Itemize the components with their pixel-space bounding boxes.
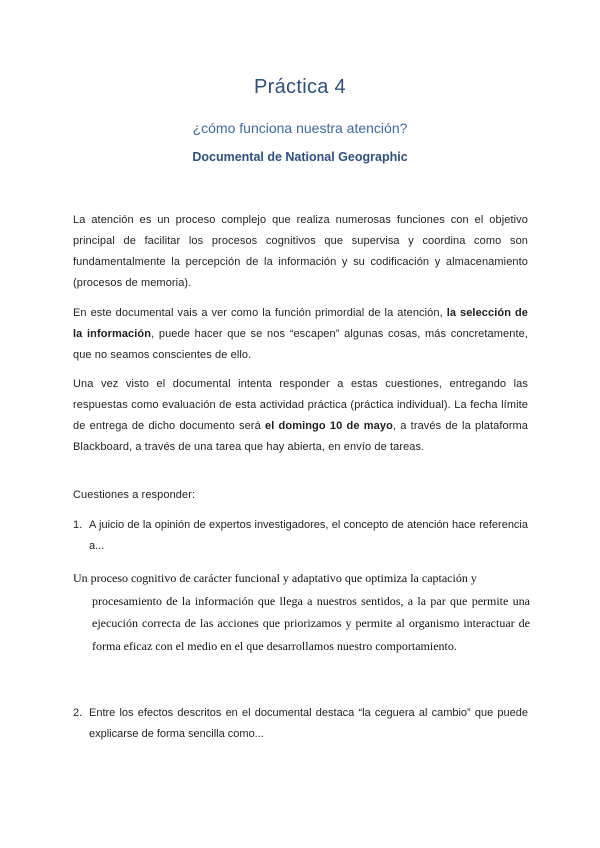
paragraph-documental-text-c: , puede hacer que se nos “escapen” algunas cosas, más concretamente, que no seamos conscientes de ello. — [73, 328, 528, 361]
question-text: A juicio de la opinión de expertos investigadores, el concepto de atención hace referencia a... — [89, 519, 528, 552]
paragraph-intro: La atención es un proceso complejo que realiza numerosas funciones con el objetivo principal de facilitar los procesos cognitivos que supervisa y coordina como son fundamentalmente la percepción de la información y su codificación y almacenamiento (procesos de memoria). — [73, 214, 528, 289]
paragraph-questions-heading: Cuestiones a responder: — [73, 489, 196, 501]
page-title: Práctica 4 — [254, 76, 346, 98]
question-item-2 — [73, 703, 528, 745]
paragraph-instructions — [73, 374, 528, 458]
question-text: Entre los efectos descritos en el documental destaca “la ceguera al cambio” que puede explicarse de forma sencilla como... — [89, 707, 528, 740]
paragraph-instructions-deadline: el domingo 10 de mayo — [264, 420, 393, 432]
answer-1-rest: procesamiento de la información que llega a nuestros sentidos, a la par que permite una ejecución correcta de las acciones que priorizamos y permite al organismo interactuar de forma eficaz con el medio en el que desarrollamos nuestro comportamiento. — [92, 593, 530, 653]
question-number: 2. — [73, 707, 83, 719]
paragraph-documental — [73, 303, 528, 366]
paragraph-documental-bold: la selección de la información — [73, 307, 528, 340]
answer-1-first-line: Un proceso cognitivo de carácter funcional y adaptativo que optimiza la captación y — [73, 571, 477, 585]
paragraph-instructions-text-c: , a través de la plataforma Blackboard, a través de una tarea que hay abierta, en envío de tareas. — [73, 420, 528, 453]
paragraph-documental-text-a: En este documental vais a ver como la función primordial de la atención, — [73, 307, 447, 319]
page-subtitle: ¿cómo funciona nuestra atención? — [192, 120, 408, 136]
answer-1 — [73, 567, 530, 657]
question-number: 1. — [73, 519, 83, 531]
page-subtitle-secondary: Documental de National Geographic — [192, 150, 408, 164]
question-item-1 — [73, 515, 528, 557]
paragraph-instructions-text-a: Una vez visto el documental intenta responder a estas cuestiones, entregando las respuestas como evaluación de esta actividad práctica (práctica individual). La fecha límite de entrega de dicho documento será — [73, 378, 528, 432]
